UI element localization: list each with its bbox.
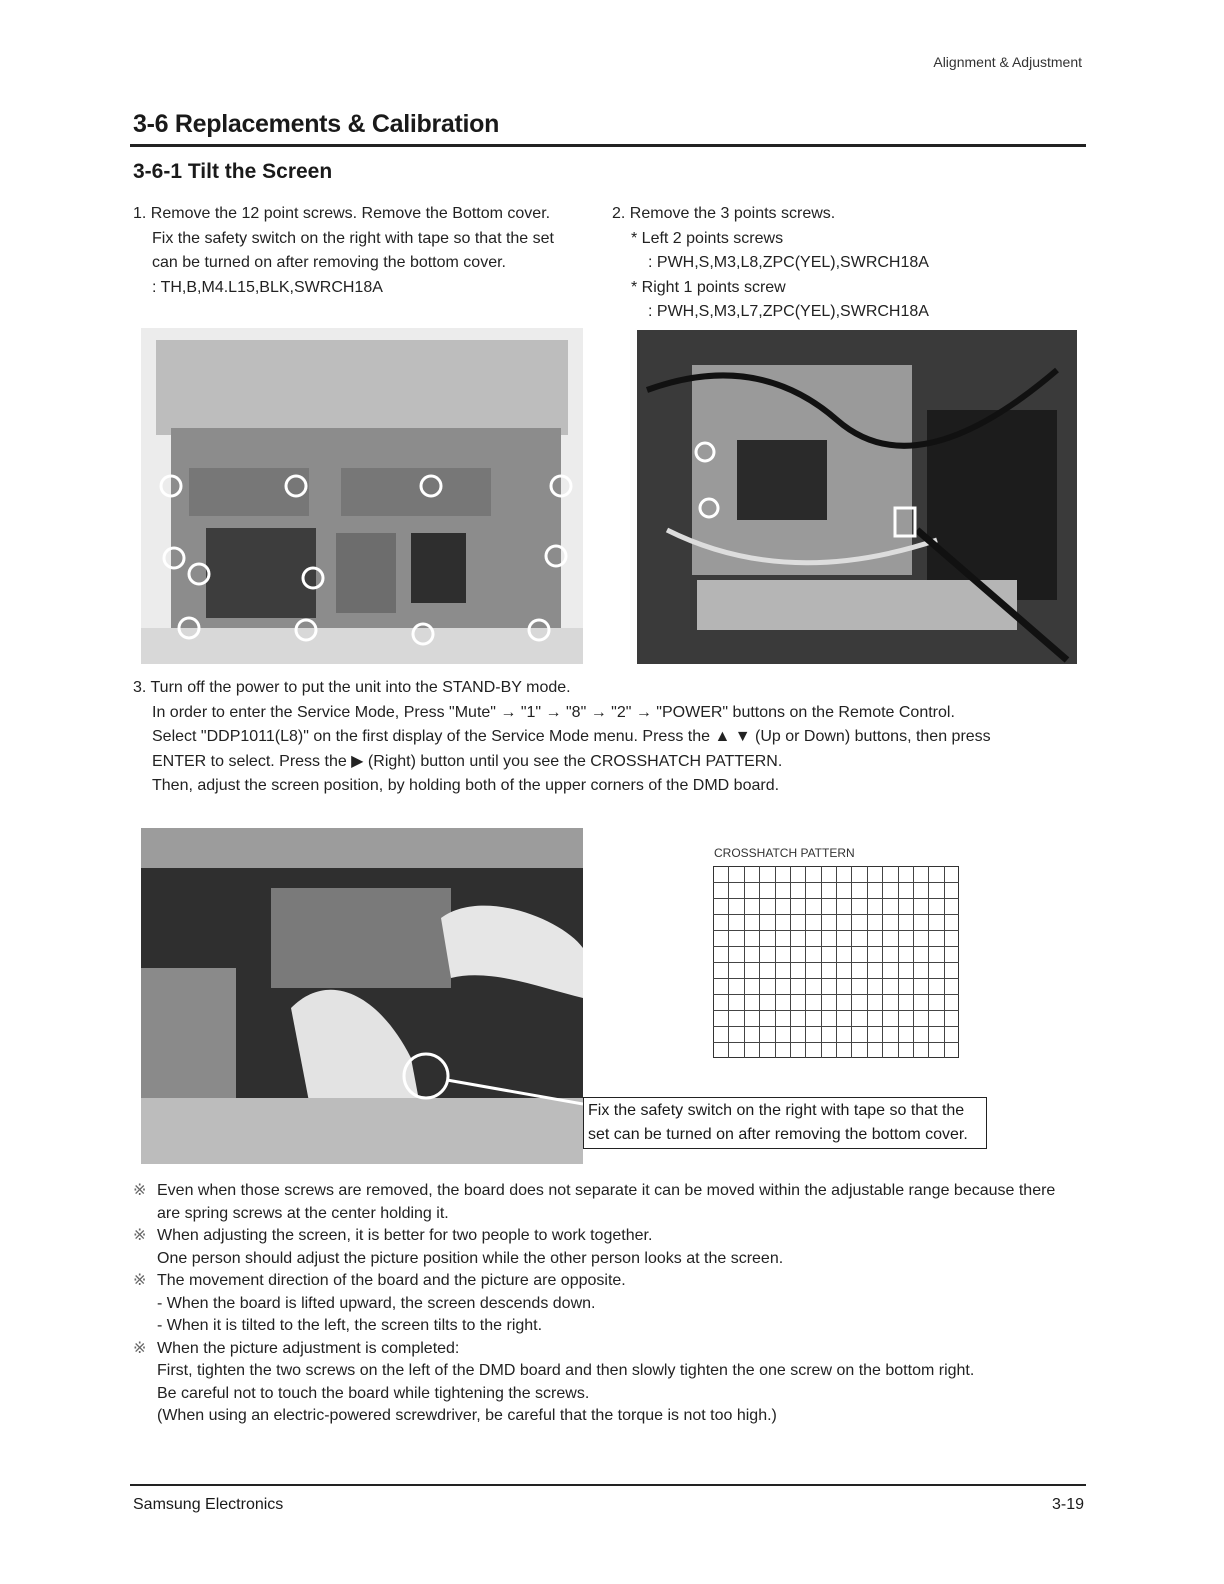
header-rule	[130, 144, 1086, 147]
step-3-line: Select "DDP1011(L8)" on the first display of the Service Mode menu. Press the ▲ ▼ (Up or Down) buttons, then press	[152, 728, 991, 745]
callout-line: Fix the safety switch on the right with tape so that the	[588, 1102, 965, 1119]
safety-switch-callout	[583, 1097, 987, 1149]
step-1-line: can be turned on after removing the bottom cover.	[152, 254, 506, 271]
note-line: - When it is tilted to the left, the screen tilts to the right.	[157, 1317, 543, 1334]
rear-cover-photo	[141, 328, 583, 664]
step-1-line: Fix the safety switch on the right with tape so that the set	[152, 229, 554, 247]
note-item	[133, 1338, 1093, 1428]
section-title: 3-6 Replacements & Calibration	[133, 110, 500, 138]
note-item	[133, 1225, 1093, 1270]
note-line: One person should adjust the picture position while the other person looks at the screen.	[157, 1249, 784, 1267]
note-line: First, tighten the two screws on the left of the DMD board and then slowly tighten the one screw on the bottom right.	[157, 1362, 975, 1379]
step-1-line: 1. Remove the 12 point screws. Remove the Bottom cover.	[133, 205, 551, 222]
note-line: Be careful not to touch the board while tightening the screws.	[157, 1384, 590, 1402]
step-2-text	[612, 202, 1082, 325]
step-3-line: In order to enter the Service Mode, Press "Mute" → "1" → "8" → "2" → "POWER" buttons on the Remote Control.	[152, 703, 955, 721]
crosshatch-caption: CROSSHATCH PATTERN	[714, 846, 855, 860]
chassis-photo	[637, 330, 1077, 664]
dmd-board-adjust-photo	[141, 828, 583, 1164]
step-3-line: 3. Turn off the power to put the unit into the STAND-BY mode.	[133, 679, 571, 696]
step-2-line: 2. Remove the 3 points screws.	[612, 205, 836, 222]
note-mark: ※	[133, 1182, 147, 1199]
note-item	[133, 1270, 1093, 1338]
note-line: When adjusting the screen, it is better for two people to work together.	[157, 1227, 653, 1244]
note-line: (When using an electric-powered screwdriver, be careful that the torque is not too high.)	[157, 1407, 777, 1424]
note-item	[133, 1180, 1093, 1225]
step-3-line: Then, adjust the screen position, by holding both of the upper corners of the DMD board.	[152, 777, 780, 794]
step-3-line: ENTER to select. Press the ▶ (Right) button until you see the CROSSHATCH PATTERN.	[152, 752, 783, 770]
callout-line: set can be turned on after removing the bottom cover.	[588, 1126, 968, 1143]
note-line: are spring screws at the center holding it.	[157, 1204, 449, 1222]
note-mark: ※	[133, 1227, 147, 1244]
note-line: When the picture adjustment is completed:	[157, 1339, 460, 1357]
page-number: 3-19	[1051, 1496, 1084, 1513]
step-1-text	[133, 202, 593, 300]
subsection-title: 3-6-1 Tilt the Screen	[133, 160, 333, 183]
note-line: Even when those screws are removed, the board does not separate it can be moved within the adjustable range because there	[157, 1182, 1056, 1199]
step-3-text	[133, 676, 1093, 799]
step-2-line: * Right 1 points screw	[631, 278, 786, 296]
notes-list	[133, 1180, 1093, 1428]
crosshatch-pattern	[713, 866, 959, 1058]
footer-company: Samsung Electronics	[133, 1496, 284, 1513]
note-mark: ※	[133, 1272, 147, 1289]
footer-rule	[130, 1484, 1086, 1486]
note-mark: ※	[133, 1339, 147, 1357]
step-2-line: : PWH,S,M3,L7,ZPC(YEL),SWRCH18A	[648, 303, 929, 320]
running-head: Alignment & Adjustment	[933, 54, 1082, 70]
step-2-line: : PWH,S,M3,L8,ZPC(YEL),SWRCH18A	[648, 254, 929, 271]
step-1-line: : TH,B,M4.L15,BLK,SWRCH18A	[152, 278, 383, 296]
note-line: The movement direction of the board and the picture are opposite.	[157, 1272, 626, 1289]
step-2-line: * Left 2 points screws	[631, 229, 784, 247]
note-line: - When the board is lifted upward, the screen descends down.	[157, 1294, 596, 1312]
